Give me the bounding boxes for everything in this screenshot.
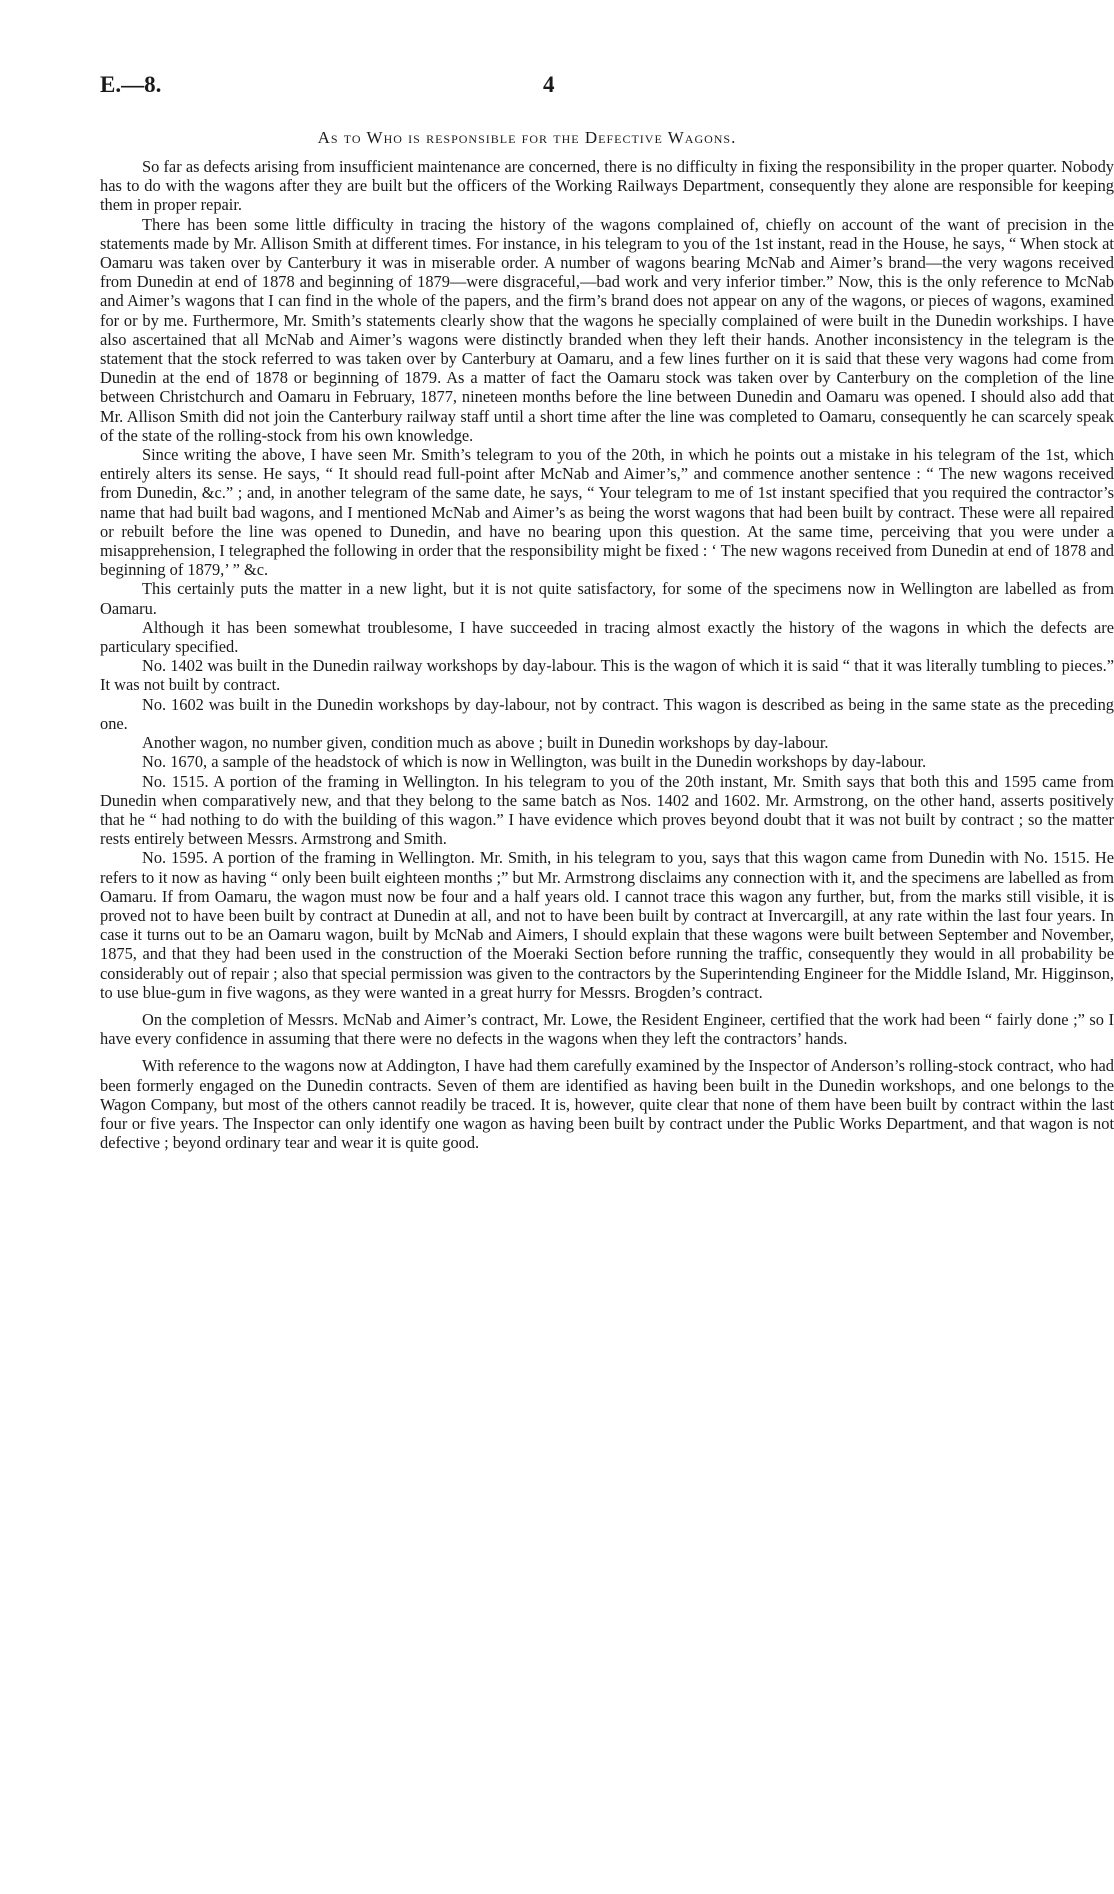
paragraph: No. 1402 was built in the Dunedin railway workshops by day-labour. This is the wagon of which it is said “ that it was literally tumbling to pieces.” It was not built by contract. bbox=[100, 656, 1114, 695]
paragraph: Although it has been somewhat troublesome, I have succeeded in tracing almost exactly the history of the wagons in which the defects are particulary specified. bbox=[100, 617, 1114, 657]
document-reference: E.—8. bbox=[100, 72, 162, 97]
page-header bbox=[100, 72, 1114, 102]
paragraph: So far as defects arising from insufficient maintenance are concerned, there is no difficulty in fixing the responsibility in the proper quarter. Nobody has to do with the wagons after they are built but the officers of the Working Railways Department, consequently they alone are responsible for keeping them in proper repair. bbox=[100, 157, 1114, 215]
paragraph: Another wagon, no number given, condition much as above ; built in Dunedin workshops by day-labour. bbox=[142, 733, 829, 753]
paragraph: No. 1602 was built in the Dunedin workshops by day-labour, not by contract. This wagon is described as being in the same state as the preceding one. bbox=[100, 694, 1114, 733]
paragraph: With reference to the wagons now at Addington, I have had them carefully examined by the Inspector of Anderson’s rolling-stock contract, who had been formerly engaged on the Dunedin contracts. Seven of them are identified as having been built in the Dunedin workshops, and one belongs to the Wagon Company, but most of the others cannot readily be traced. It is, however, quite clear that none of them have been built by contract within the last four or five years. The Inspector can only identify one wagon as having been built by contract under the Public Works Department, and that wagon is not defective ; beyond ordinary tear and wear it is quite good. bbox=[100, 1056, 1114, 1153]
section-title: As to Who is responsible for the Defective Wagons. bbox=[317, 128, 737, 147]
paragraph: No. 1670, a sample of the headstock of which is now in Wellington, was built in the Dunedin workshops by day-labour. bbox=[142, 752, 927, 772]
paragraph: There has been some little difficulty in tracing the history of the wagons complained of, chiefly on account of the want of precision in the statements made by Mr. Allison Smith at different times. For instance, in his telegram to you of the 1st instant, read in the House, he says, “ When stock at Oamaru was taken over by Canterbury it was in miserable order. A number of wagons bearing McNab and Aimer’s brand—the very wagons received from Dunedin at end of 1878 and beginning of 1879—were disgraceful,—bad work and very inferior timber.” Now, this is the only reference to McNab and Aimer’s wagons that I can find in the whole of the papers, and the firm’s brand does not appear on any of the wagons, or pieces of wagons, examined for or by me. Furthermore, Mr. Smith’s statements clearly show that the wagons he specially complained of were built in the Dunedin workships. I have also ascertained that all McNab and Aimer’s wagons were distinctly branded when they left their hands. Another inconsistency in the telegram is the statement that the stock referred to was taken over by Canterbury at Oamaru, and a few lines further on it is said that these very wagons had come from Dunedin at the end of 1878 or beginning of 1879. As a matter of fact the Oamaru stock was taken over by Canterbury on the completion of the line between Christchurch and Oamaru in February, 1877, nineteen months before the line between Dunedin and Oamaru was opened. I should also add that Mr. Allison Smith did not join the Canterbury railway staff until a short time after the line was completed to Oamaru, consequently he can scarcely speak of the state of the rolling-stock from his own knowledge. bbox=[100, 214, 1114, 445]
paragraph: No. 1595. A portion of the framing in Wellington. Mr. Smith, in his telegram to you, says that this wagon came from Dunedin with No. 1515. He refers to it now as having “ only been built eighteen months ;” but Mr. Armstrong disclaims any connection with it, and the specimens are labelled as from Oamaru. If from Oamaru, the wagon must now be four and a half years old. I cannot trace this wagon any further, but, from the marks still visible, it is proved not to have been built by contract at Dunedin at all, and not to have been built by contract at Invercargill, at any rate within the last four years. In case it turns out to be an Oamaru wagon, built by McNab and Aimers, I should explain that these wagons were built between September and November, 1875, and that they had been used in the construction of the Moeraki Section before running the traffic, consequently they would in all probability be considerably out of repair ; also that special permission was given to the contractors by the Superintending Engineer for the Middle Island, Mr. Higginson, to use blue-gum in five wagons, as they were wanted in a great hurry for Messrs. Brogden’s contract. bbox=[100, 848, 1114, 1002]
body-text bbox=[100, 157, 1114, 1152]
page-number: 4 bbox=[543, 72, 555, 97]
paragraph: No. 1515. A portion of the framing in Wellington. In his telegram to you of the 20th instant, Mr. Smith says that both this and 1595 came from Dunedin when comparatively new, and that they belong to the same batch as Nos. 1402 and 1602. Mr. Armstrong, on the other hand, asserts positively that he “ had nothing to do with the building of this wagon.” I have evidence which proves beyond doubt that it was not built by contract ; so the matter rests entirely between Messrs. Armstrong and Smith. bbox=[100, 771, 1114, 849]
paragraph: Since writing the above, I have seen Mr. Smith’s telegram to you of the 20th, in which he points out a mistake in his telegram of the 1st, which entirely alters its sense. He says, “ It should read full-point after McNab and Aimer’s,” and commence another sentence : “ The new wagons received from Dunedin, &c.” ; and, in another telegram of the same date, he says, “ Your telegram to me of 1st instant specified that you required the contractor’s name that had built bad wagons, and I mentioned McNab and Aimer’s as being the worst wagons that had been built by contract. These were all repaired or rebuilt before the line was opened to Dunedin, and have no bearing upon this question. At the same time, perceiving that you were under a misapprehension, I telegraphed the following in order that the responsibility might be fixed : ‘ The new wagons received from Dunedin at end of 1878 and beginning of 1879,’ ” &c. bbox=[100, 445, 1114, 580]
paragraph: On the completion of Messrs. McNab and Aimer’s contract, Mr. Lowe, the Resident Engineer, certified that the work had been “ fairly done ;” so I have every confidence in assuming that there were no defects in the wagons when they left the contractors’ hands. bbox=[100, 1009, 1114, 1049]
paragraph: This certainly puts the matter in a new light, but it is not quite satisfactory, for some of the specimens now in Wellington are labelled as from Oamaru. bbox=[100, 579, 1114, 618]
